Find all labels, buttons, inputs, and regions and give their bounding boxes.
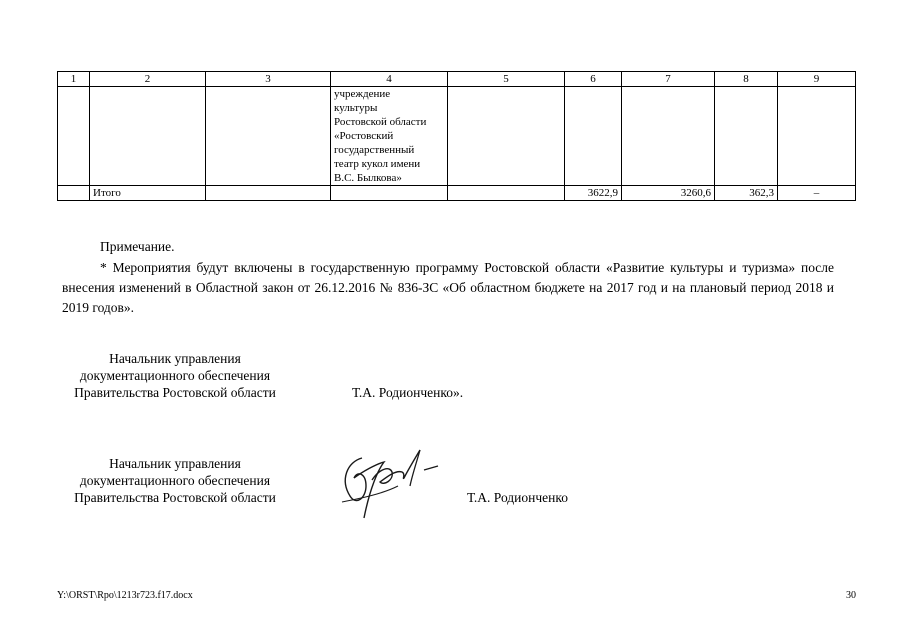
position-line: Правительства Ростовской области <box>74 385 276 400</box>
institution-line: В.С. Былкова» <box>334 172 402 184</box>
table-cell <box>715 87 778 186</box>
handwritten-signature <box>332 440 447 525</box>
table-cell <box>565 87 622 186</box>
table-cell <box>206 186 331 201</box>
table-row <box>58 87 856 186</box>
table-header-cell: 1 <box>58 72 90 87</box>
table-header-cell: 2 <box>90 72 206 87</box>
table-header-cell: 9 <box>778 72 856 87</box>
position-line: документационного обеспечения <box>79 473 271 488</box>
signature-block-2-name: Т.А. Родионченко <box>467 490 568 505</box>
footer-file-path: Y:\ORST\Rpo\1213r723.f17.docx <box>57 590 193 601</box>
table-total-row <box>58 186 856 201</box>
note-body: * Мероприятия будут включены в государственную программу Ростовской области «Развитие культуры и туризма» после внесения изменений в Областной закон от 26.12.2016 № 836-ЗС «Об областном бюджете на 2017 год и на плановый период 2018 и 2019 годов». <box>62 260 834 315</box>
position-line: документационного обеспечения <box>79 368 271 383</box>
budget-table <box>57 71 856 201</box>
total-value-6: 3622,9 <box>565 186 622 201</box>
position-line: Правительства Ростовской области <box>74 490 276 505</box>
table-cell <box>58 186 90 201</box>
signature-block-2-position <box>62 455 288 506</box>
table-cell <box>331 186 448 201</box>
table-cell <box>622 87 715 186</box>
total-value-7: 3260,6 <box>622 186 715 201</box>
table-header-cell: 6 <box>565 72 622 87</box>
page-number: 30 <box>846 590 856 601</box>
table-header-row <box>58 72 856 87</box>
position-line: Начальник управления <box>109 456 241 471</box>
table-cell <box>90 87 206 186</box>
institution-line: государственный <box>334 144 415 156</box>
table-cell <box>778 87 856 186</box>
table-cell <box>448 87 565 186</box>
total-value-9: – <box>778 186 856 201</box>
position-line: Начальник управления <box>109 351 241 366</box>
table-header-cell: 7 <box>622 72 715 87</box>
table-cell-institution <box>331 87 448 186</box>
table-cell <box>58 87 90 186</box>
table-header-cell: 3 <box>206 72 331 87</box>
institution-line: «Ростовский <box>334 130 394 142</box>
table-header-cell: 5 <box>448 72 565 87</box>
table-header-cell: 4 <box>331 72 448 87</box>
signature-block-1-name: Т.А. Родионченко». <box>352 385 464 400</box>
total-value-8: 362,3 <box>715 186 778 201</box>
institution-line: учреждение <box>334 88 391 100</box>
institution-line: театр кукол имени <box>334 158 421 170</box>
total-label: Итого <box>90 186 206 201</box>
institution-line: Ростовской области <box>334 116 427 128</box>
table-header-cell: 8 <box>715 72 778 87</box>
table-cell <box>448 186 565 201</box>
institution-line: культуры <box>334 102 378 114</box>
table-cell <box>206 87 331 186</box>
signature-block-1-position <box>62 350 288 401</box>
note-title: Примечание. <box>100 239 175 254</box>
